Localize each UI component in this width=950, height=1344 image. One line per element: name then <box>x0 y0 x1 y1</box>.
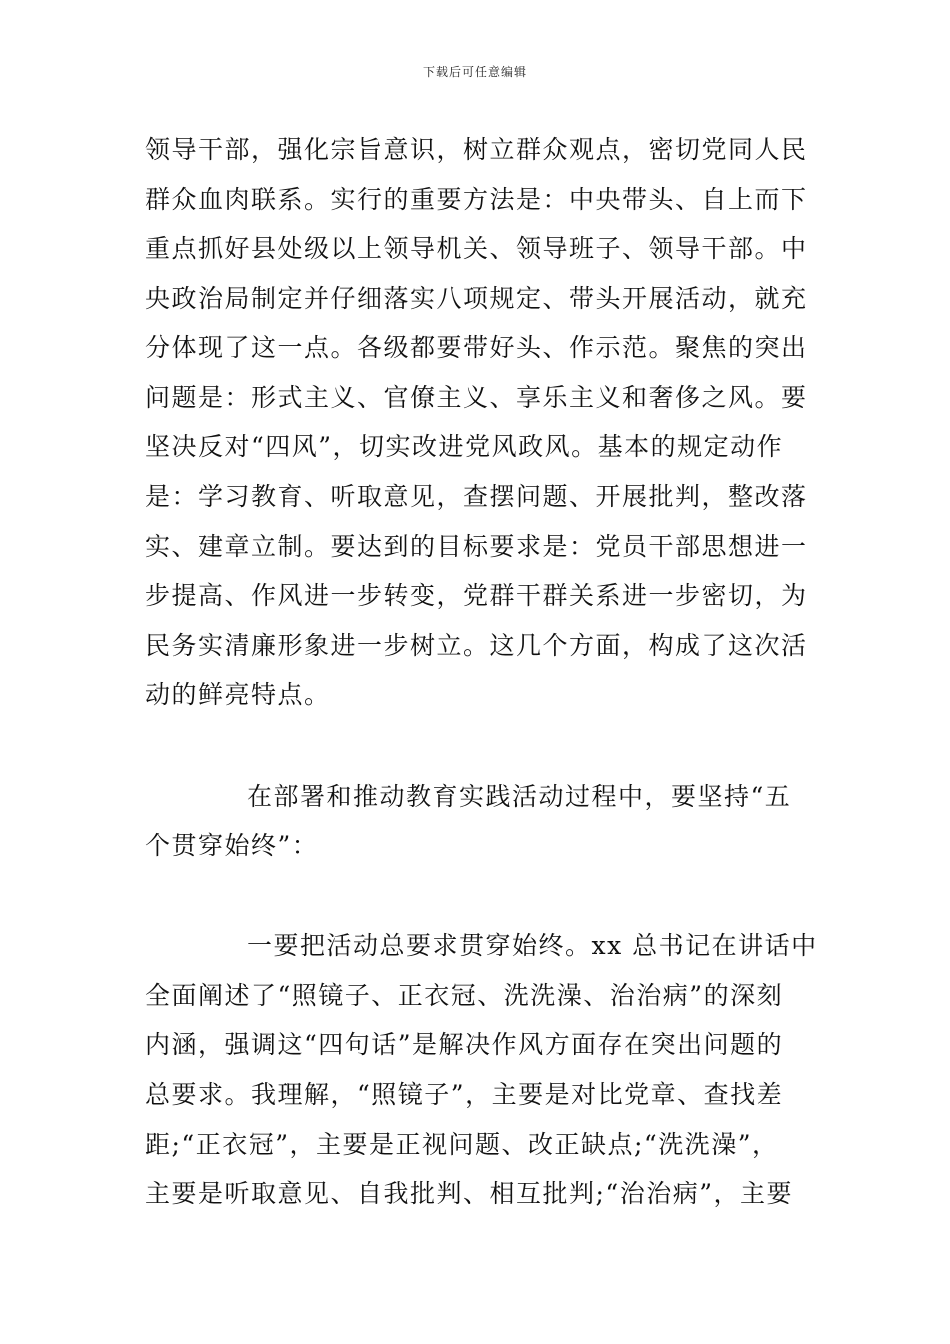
paragraph-line: 在部署和推动教育实践活动过程中，要坚持“五 <box>247 782 792 811</box>
paragraph-line: 重点抓好县处级以上领导机关、领导班子、领导干部。中 <box>145 234 808 263</box>
paragraph-line: 群众血肉联系。实行的重要方法是：中央带头、自上而下 <box>145 185 808 214</box>
paragraph-line: 民务实清廉形象进一步树立。这几个方面，构成了这次活 <box>145 631 808 660</box>
paragraph-line: 内涵，强调这“四句话”是解决作风方面存在突出问题的 <box>145 1030 784 1059</box>
paragraph-line: 一要把活动总要求贯穿始终。xx 总书记在讲话中 <box>247 931 818 960</box>
paragraph-line: 主要是听取意见、自我批判、相互批判;“治治病”，主要 <box>145 1179 793 1208</box>
paragraph-line: 问题是：形式主义、官僚主义、享乐主义和奢侈之风。要 <box>145 383 808 412</box>
page-header-note: 下载后可任意编辑 <box>422 65 527 79</box>
paragraph-line: 个贯穿始终”： <box>145 831 319 860</box>
paragraph-line: 分体现了这一点。各级都要带好头、作示范。聚焦的突出 <box>145 333 808 362</box>
paragraph-line: 坚决反对“四风”，切实改进党风政风。基本的规定动作 <box>145 432 784 461</box>
paragraph-line: 央政治局制定并仔细落实八项规定、带头开展活动，就充 <box>145 284 808 313</box>
paragraph-line: 总要求。我理解，“照镜子”，主要是对比党章、查找差 <box>145 1080 784 1109</box>
paragraph-line: 全面阐述了“照镜子、正衣冠、洗洗澡、治治病”的深刻 <box>145 981 784 1010</box>
paragraph-line: 距;“正衣冠”，主要是正视问题、改正缺点;“洗洗澡”， <box>145 1130 779 1159</box>
paragraph-line: 实、建章立制。要达到的目标要求是：党员干部思想进一 <box>145 532 808 561</box>
paragraph-line: 步提高、作风进一步转变，党群干群关系进一步密切，为 <box>145 581 808 610</box>
paragraph-line: 领导干部，强化宗旨意识，树立群众观点，密切党同人民 <box>145 135 808 164</box>
paragraph-line: 动的鲜亮特点。 <box>145 680 331 709</box>
paragraph-line: 是：学习教育、听取意见，查摆问题、开展批判，整改落 <box>145 482 808 511</box>
